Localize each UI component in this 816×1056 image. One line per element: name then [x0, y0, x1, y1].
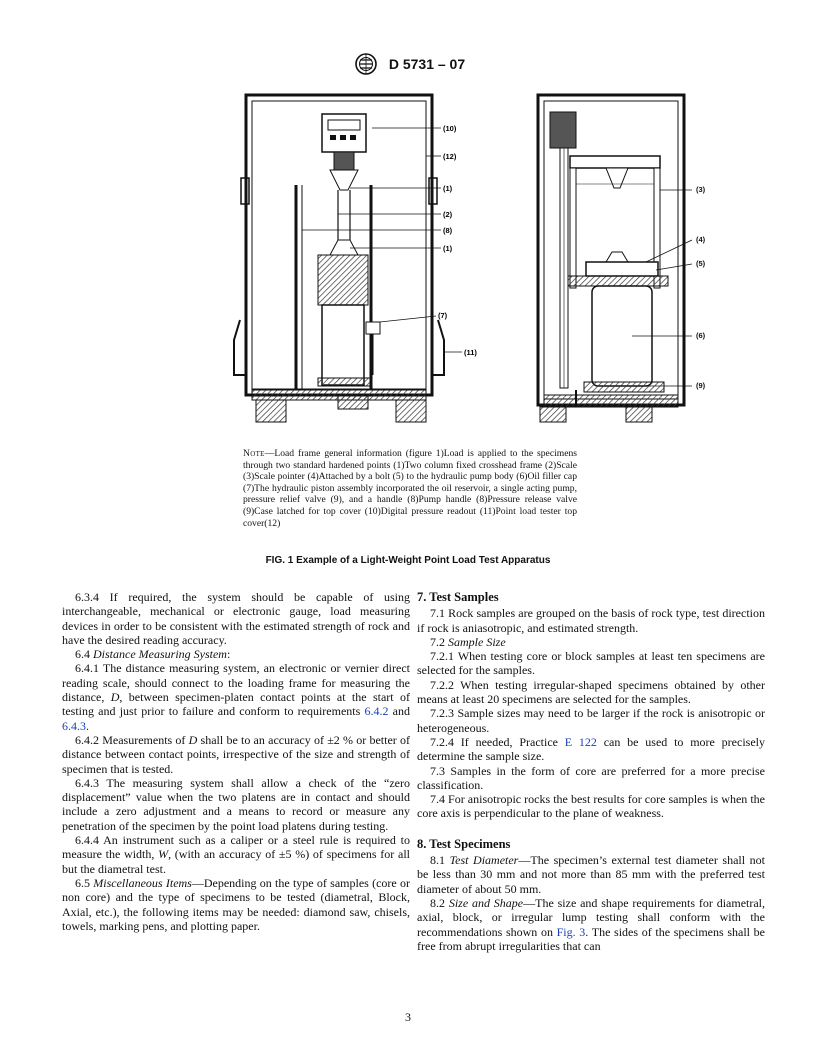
- figure-label: (8): [443, 226, 453, 235]
- left-apparatus-view: [234, 95, 477, 422]
- right-figure-labels: [696, 90, 716, 432]
- right-apparatus-view: [538, 95, 692, 422]
- paragraph-6-4-4: 6.4.4 An instrument such as a caliper or a steel rule is required to measure the width, W, (with an accuracy of ±5 %) of specimens for all but the diametral test.: [62, 833, 410, 876]
- paragraph-7-2-2: 7.2.2 When testing irregular-shaped specimens obtained by other means at least 20 specimens are selected for the samples.: [417, 677, 765, 707]
- figure-label: (1): [443, 244, 453, 253]
- paragraph-6-5: 6.5 Miscellaneous Items—Depending on the type of samples (core or non core) and the type of specimens to be tested (diametral, Block, Axial, etc.), the following items may be needed: diamond saw, chisels, towels, marking pens, and plotting paper.: [62, 875, 411, 933]
- paragraph-6-3-4: 6.3.4 If required, the system should be capable of using interchangeable, mechanical or electronic gauge, load measuring devices in order to be consistent with the estimated strength of rock and have the desired reading accuracy.: [62, 590, 410, 647]
- paragraph-6-4-2: 6.4.2 Measurements of D shall be to an accuracy of ±2 % or better of distance between contact points, irrespective of the size and strength of specimen that is tested.: [62, 732, 410, 776]
- figure-label: (9): [696, 381, 706, 390]
- point-load-tester-drawing: [226, 90, 696, 432]
- link-6-4-2[interactable]: 6.4.2: [364, 704, 389, 719]
- figure-caption: FIG. 1 Example of a Light-Weight Point Load Test Apparatus: [265, 555, 551, 566]
- paragraph-6-4: 6.4 Distance Measuring System:: [75, 647, 231, 662]
- note-text: —Load frame general information (figure 1)Load is applied to the specimens through two standard hardened points (1)Two column fixed crosshead frame (2)Scale (3)Scale pointer (4)Attached by a bolt (5) to the hydraulic pump body (6)Oil filler cap (7)The hydraulic piston assembly incorporated the oil reservoir, a single acting pump, pressure relief valve (9), and a handle (8)Pump handle (8)Pressure release valve (9)Case latched for top cover (10)Digital pressure readout (11)Point load tester top cover(12): [243, 448, 577, 529]
- link-e122[interactable]: E 122: [564, 734, 597, 749]
- link-fig-3[interactable]: Fig. 3: [556, 924, 586, 939]
- paragraph-6-4-1: 6.4.1 The distance measuring system, an electronic or vernier direct reading scale, should connect to the loading frame for measuring the distance, D, between specimen-platen contact points at the start of testing and just prior to failure and conform to requirements 6.4.2 and 6.4.3.: [62, 661, 410, 733]
- paragraph-7-4: 7.4 For anisotropic rocks the best results for core samples is when the core axis is perpendicular to the plane of weakness.: [417, 792, 765, 821]
- figure-label: (1): [443, 184, 453, 193]
- figure-label: (5): [696, 259, 706, 268]
- apparatus-figure: [226, 90, 696, 432]
- paragraph-8-1: 8.1 Test Diameter—The specimen’s external test diameter shall not be less than 30 mm and not more than 85 mm with the preferred test diameter of about 50 mm.: [417, 853, 765, 896]
- figure-label: (3): [696, 185, 706, 194]
- paragraph-7-2: 7.2 Sample Size: [430, 634, 506, 649]
- paragraph-7-2-4: 7.2.4 If needed, Practice E 122 can be used to more precisely determine the sample size.: [417, 734, 765, 764]
- paragraph-7-1: 7.1 Rock samples are grouped on the basis of rock type, test direction if rock is aniasotropic, and estimated strength.: [417, 606, 765, 635]
- note-prefix: Note: [243, 448, 265, 459]
- figure-note: [243, 448, 577, 529]
- paragraph-7-3: 7.3 Samples in the form of core are preferred for a more precise classification.: [417, 763, 765, 792]
- figure-label: (7): [438, 311, 448, 320]
- right-text-column: [417, 590, 765, 953]
- figure-label: (11): [464, 348, 477, 357]
- paragraph-7-2-3: 7.2.3 Sample sizes may need to be larger if the rock is anisotropic or heterogeneous.: [417, 706, 765, 735]
- page-header: [0, 52, 816, 76]
- figure-label: (12): [443, 152, 457, 161]
- paragraph-8-2: 8.2 Size and Shape—The size and shape requirements for diametral, axial, block, or irregular lump testing shall conform with the recommendations shown on Fig. 3. The sides of the specimens shall be free from abrupt irregularities that can: [417, 895, 766, 953]
- figure-label: (4): [696, 235, 706, 244]
- link-6-4-3[interactable]: 6.4.3: [62, 718, 86, 733]
- section-heading-8: 8. Test Specimens: [417, 836, 511, 851]
- astm-logo-icon: [351, 52, 381, 76]
- figure-label: (2): [443, 210, 453, 219]
- figure-label: (6): [696, 331, 706, 340]
- paragraph-7-2-1: 7.2.1 When testing core or block samples at least ten specimens are selected for the samples.: [417, 649, 765, 678]
- paragraph-6-4-3: 6.4.3 The measuring system shall allow a check of the “zero displacement” value when the two platens are in contact and should include a zero adjustment and a means to record or measure any penetration of the specimen by the point load platens during testing.: [62, 775, 410, 833]
- page-number: 3: [405, 1010, 411, 1024]
- section-heading-7: 7. Test Samples: [417, 590, 499, 604]
- document-designation: D 5731 – 07: [388, 56, 466, 72]
- figure-label: (10): [443, 124, 457, 133]
- left-text-column: [62, 590, 410, 933]
